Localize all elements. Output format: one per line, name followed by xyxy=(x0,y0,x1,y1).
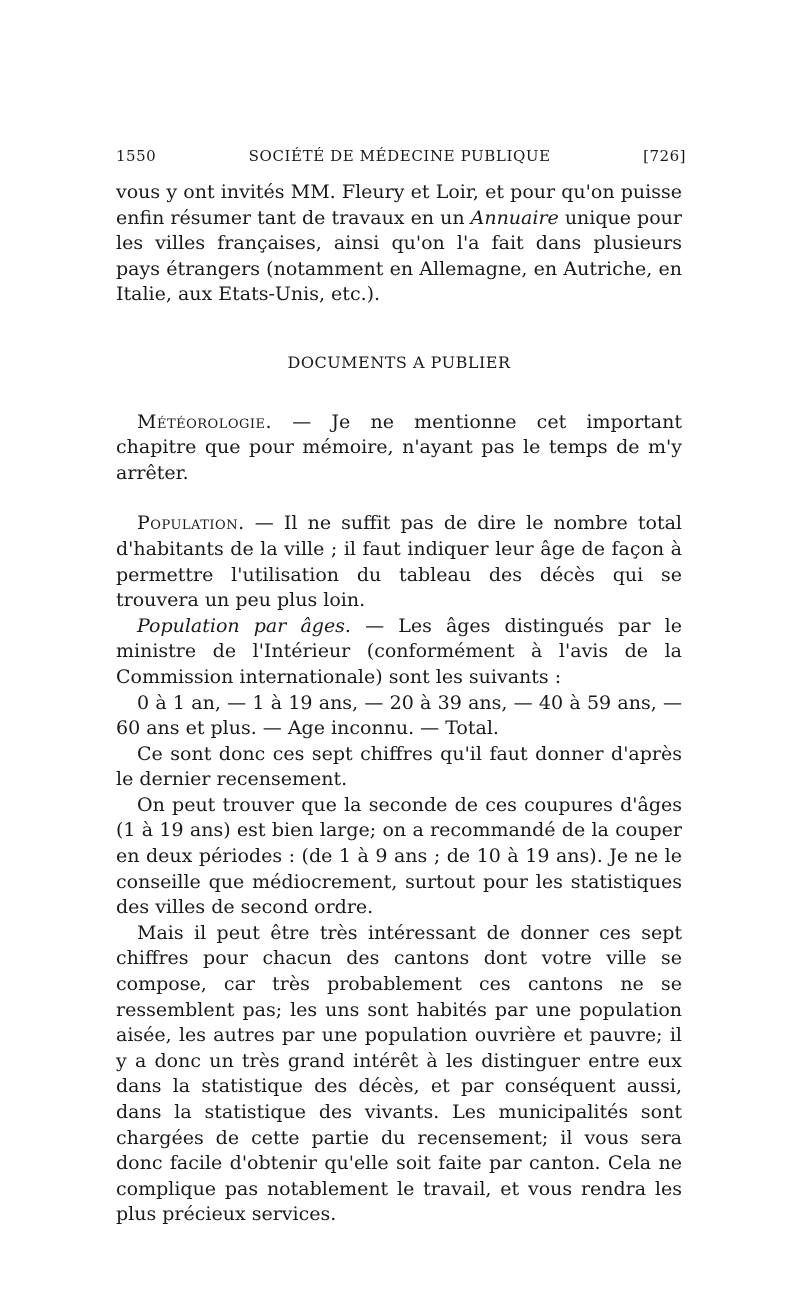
meteorologie-paragraph xyxy=(116,410,682,487)
section-heading: DOCUMENTS A PUBLIER xyxy=(287,352,511,372)
intro-paragraph xyxy=(116,180,682,308)
bracket-reference: [726] xyxy=(643,147,686,165)
intro-italic: Annuaire xyxy=(470,206,559,229)
population-label: Population. xyxy=(137,512,245,535)
running-header xyxy=(116,147,686,165)
paragraph-seven-figures: Ce sont donc ces sept chiffres qu'il faut donner d'après le dernier recensement. xyxy=(116,742,682,791)
population-text: — Il ne suffit pas de dire le nombre total d'habitants de la ville ; il faut indiquer leur âge de façon à permettre l'utilisation du tableau des décès qui se trouvera un peu plus loin. xyxy=(116,512,682,612)
age-list: 0 à 1 an, — 1 à 19 ans, — 20 à 39 ans, — 40 à 59 ans, — 60 ans et plus. — Age inconnu. — Total. xyxy=(116,691,682,740)
intro-text-a: vous y ont invités MM. Fleury et Loir, et pour qu'on puisse enfin résumer tant de travaux en un xyxy=(116,181,682,229)
population-ages-paragraph xyxy=(116,614,682,691)
meteorologie-text: — Je ne mentionne cet important chapitre que pour mémoire, n'ayant pas le temps de m'y arrêter. xyxy=(116,410,682,484)
body-text xyxy=(116,180,682,1228)
population-ages-text: — Les âges distingués par le ministre de l'Intérieur (conformément à l'avis de la Commission internationale) sont les suivants : xyxy=(116,614,683,688)
population-ages-label: Population par âges. xyxy=(137,614,351,637)
meteorologie-label: Météorologie. xyxy=(137,410,273,433)
paragraph-cantons: Mais il peut être très intéressant de donner ces sept chiffres pour chacun des cantons dont votre ville se compose, car très probablement ces cantons ne se ressemblent pas; les uns sont habités par une population aisée, les autres par une population ouvrière et pauvre; il y a donc un très grand intérêt à les distinguer entre eux dans la statistique des décès, et par conséquent aussi, dans la statistique des vivants. Les municipalités sont chargées de cette partie du recensement; il vous sera donc facile d'obtenir qu'elle soit faite par canton. Cela ne complique pas notablement le travail, et vous rendra les plus précieux services. xyxy=(116,921,682,1226)
page-number: 1550 xyxy=(116,147,157,165)
intro-text-b: unique pour les villes françaises, ainsi qu'on l'a fait dans plusieurs pays étrangers (notamment en Allemagne, en Autriche, en Italie, aux Etats-Unis, etc.). xyxy=(116,206,682,306)
paragraph-age-split: On peut trouver que la seconde de ces coupures d'âges (1 à 19 ans) est bien large; on a recommandé de la couper en deux périodes : (de 1 à 9 ans ; de 10 à 19 ans). Je ne le conseille que médiocrement, surtout pour les statistiques des villes de second ordre. xyxy=(116,793,682,919)
population-paragraph xyxy=(116,511,682,613)
running-title: SOCIÉTÉ DE MÉDECINE PUBLIQUE xyxy=(248,147,551,165)
